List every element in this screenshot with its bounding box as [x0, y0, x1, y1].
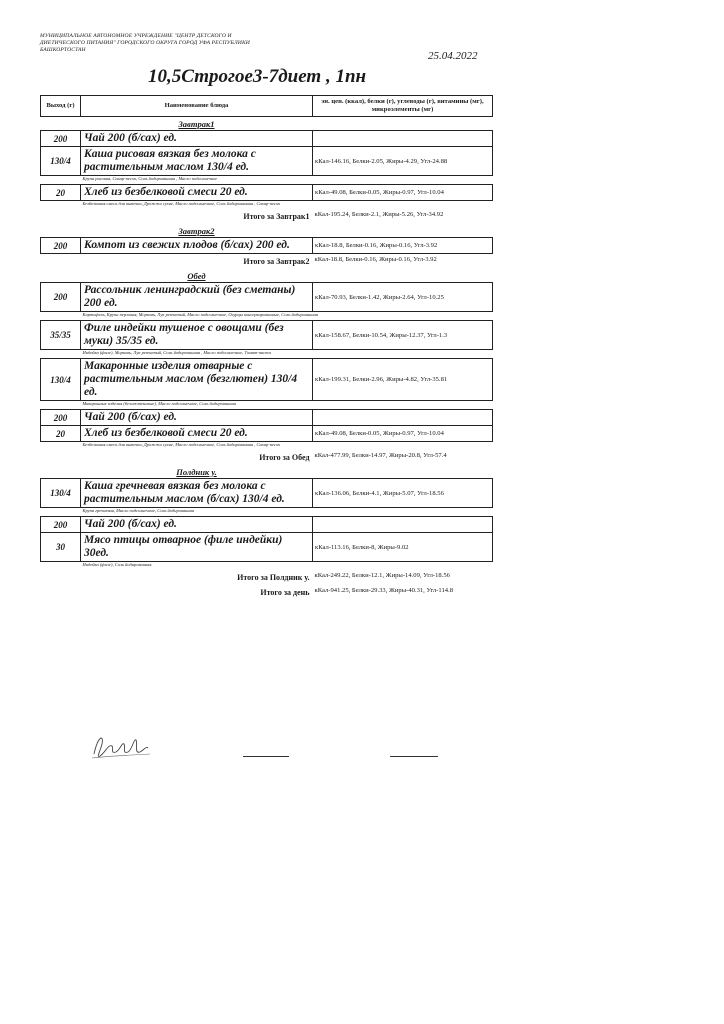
- dish-nutrition: [313, 410, 493, 426]
- dish-yield: 200: [41, 410, 81, 426]
- section-spacer: [41, 465, 81, 479]
- ingredients-spacer: [41, 442, 81, 451]
- dish-nutrition: кКал-199.31, Белки-2.96, Жиры-4.82, Угл-35.81: [313, 359, 493, 401]
- section-spacer: [313, 465, 493, 479]
- dish-ingredients: Индейка (филе), Морковь, Лук репчатый, Соль йодированная , Масло подсолнечное, Томат-паста: [82, 350, 271, 355]
- section-row: [41, 224, 493, 238]
- section-spacer: [313, 269, 493, 283]
- section-title: Обед: [187, 270, 206, 281]
- dish-ingredients: Безбелковая смесь для выпечки, Дрожжи сухие, Масло подсолнечное, Соль йодированная , Сахар-песок: [82, 201, 281, 206]
- day-total-value: кКал-941.25, Белки-29.33, Жиры-40.31, Угл-114.8: [314, 587, 454, 594]
- dish-row: [41, 517, 493, 533]
- signature: [90, 730, 152, 764]
- dish-name: Чай 200 (б/сах) ед.: [81, 517, 313, 533]
- dish-row: [41, 283, 493, 312]
- ingredients-spacer: [41, 312, 81, 321]
- section-spacer: [313, 224, 493, 238]
- section-total-value: кКал-249.22, Белки-12.1, Жиры-14.09, Угл-18.56: [314, 572, 450, 579]
- dish-yield: 35/35: [41, 321, 81, 350]
- ingredients-spacer: [41, 401, 81, 410]
- ingredients-row: [41, 401, 493, 410]
- day-total-label: Итого за день: [260, 588, 310, 597]
- ingredients-spacer: [41, 176, 81, 185]
- dish-ingredients: Картофель, Крупа перловая, Морковь, Лук репчатый, Масло подсолнечное, Огурцы консервированные, Соль йодированная: [82, 312, 318, 317]
- dish-yield: 130/4: [41, 359, 81, 401]
- dish-nutrition: кКал-18.8, Белки-0.16, Жиры-0.16, Угл-3.92: [313, 238, 493, 254]
- column-header-name: Наименование блюда: [81, 96, 313, 117]
- section-row: [41, 269, 493, 283]
- dish-yield: 20: [41, 426, 81, 442]
- section-total-row: [41, 450, 493, 465]
- dish-ingredients: Безбелковая смесь для выпечки, Дрожжи сухие, Масло подсолнечное, Соль йодированная , Сахар-песок: [82, 442, 281, 447]
- dish-name: Рассольник ленинградский (без сметаны) 200 ед.: [81, 283, 313, 312]
- section-total-label: Итого за Обед: [259, 453, 310, 462]
- table-header-row: [41, 96, 493, 117]
- document-date: 25.04.2022: [428, 50, 478, 62]
- column-header-nutrition: эн. цен. (ккал), белки (г), углеводы (г), витамины (мг), микроэлементы (мг): [313, 96, 493, 117]
- section-total-label: Итого за Полдник у.: [237, 573, 310, 582]
- dish-row: [41, 131, 493, 147]
- section-total-label: Итого за Завтрак2: [243, 257, 310, 266]
- dish-name: Филе индейки тушеное с овощами (без муки) 35/35 ед.: [81, 321, 313, 350]
- section-spacer: [313, 117, 493, 131]
- day-total-row: [41, 585, 493, 600]
- dish-nutrition: [313, 131, 493, 147]
- org-line-2: ДИЕТИЧЕСКОГО ПИТАНИЯ" ГОРОДСКОГО ОКРУГА ГОРОД УФА РЕСПУБЛИКИ: [40, 40, 250, 46]
- ingredients-row: [41, 201, 493, 210]
- menu-title: 10,5Строгое3-7диет , 1пн: [148, 66, 367, 87]
- dish-yield: 200: [41, 517, 81, 533]
- ingredients-row: [41, 562, 493, 571]
- ingredients-spacer: [41, 562, 81, 571]
- section-row: [41, 465, 493, 479]
- menu-table: [40, 95, 493, 600]
- dish-row: [41, 321, 493, 350]
- ingredients-spacer: [41, 201, 81, 210]
- dish-ingredients: Макаронные изделия (безглютеновые), Масло подсолнечное, Соль йодированная: [82, 401, 236, 406]
- dish-name: Чай 200 (б/сах) ед.: [81, 131, 313, 147]
- dish-ingredients: Крупа рисовая, Сахар-песок, Соль йодированная , Масло подсолнечное: [82, 176, 218, 181]
- dish-yield: 130/4: [41, 479, 81, 508]
- dish-nutrition: кКал-113.16, Белки-8, Жиры-9.02: [313, 533, 493, 562]
- dish-nutrition: кКал-158.67, Белки-10.54, Жиры-12.37, Угл-1.3: [313, 321, 493, 350]
- ingredients-row: [41, 312, 493, 321]
- dish-ingredients: Крупа гречневая, Масло подсолнечное, Соль йодированная: [82, 508, 194, 513]
- dish-row: [41, 185, 493, 201]
- section-total-label: Итого за Завтрак1: [243, 212, 310, 221]
- ingredients-spacer: [41, 350, 81, 359]
- section-total-row: [41, 254, 493, 270]
- organization-name: [40, 33, 340, 54]
- dish-yield: 20: [41, 185, 81, 201]
- signature-line-1: [243, 756, 289, 757]
- dish-row: [41, 533, 493, 562]
- dish-nutrition: [313, 517, 493, 533]
- ingredients-spacer: [41, 508, 81, 517]
- section-total-row: [41, 209, 493, 224]
- signature-line-2: [390, 756, 438, 757]
- org-line-1: МУНИЦИПАЛЬНОЕ АВТОНОМНОЕ УЧРЕЖДЕНИЕ "ЦЕНТР ДЕТСКОГО И: [40, 33, 232, 39]
- dish-name: Каша рисовая вязкая без молока с растительным маслом 130/4 ед.: [81, 147, 313, 176]
- dish-row: [41, 479, 493, 508]
- ingredients-row: [41, 176, 493, 185]
- org-line-3: БАШКОРТОСТАН: [40, 47, 86, 53]
- dish-name: Хлеб из безбелковой смеси 20 ед.: [81, 185, 313, 201]
- dish-nutrition: кКал-49.08, Белки-0.05, Жиры-0.97, Угл-10.04: [313, 185, 493, 201]
- section-total-value: кКал-18.8, Белки-0.16, Жиры-0.16, Угл-3.92: [314, 256, 437, 263]
- section-title: Полдник у.: [176, 466, 217, 477]
- dish-yield: 200: [41, 238, 81, 254]
- dish-name: Мясо птицы отварное (филе индейки) 30ед.: [81, 533, 313, 562]
- ingredients-row: [41, 350, 493, 359]
- section-title: Завтрак1: [178, 118, 215, 129]
- dish-yield: 130/4: [41, 147, 81, 176]
- dish-row: [41, 359, 493, 401]
- dish-nutrition: кКал-146.16, Белки-2.05, Жиры-4.29, Угл-24.88: [313, 147, 493, 176]
- dish-yield: 200: [41, 283, 81, 312]
- dish-row: [41, 410, 493, 426]
- dish-name: Каша гречневая вязкая без молока с растительным маслом (б/сах) 130/4 ед.: [81, 479, 313, 508]
- dish-nutrition: кКал-136.06, Белки-4.1, Жиры-5.07, Угл-18.56: [313, 479, 493, 508]
- section-spacer: [41, 224, 81, 238]
- dish-name: Хлеб из безбелковой смеси 20 ед.: [81, 426, 313, 442]
- section-spacer: [41, 117, 81, 131]
- section-title: Завтрак2: [178, 225, 215, 236]
- ingredients-row: [41, 442, 493, 451]
- section-total-value: кКал-477.99, Белки-14.97, Жиры-20.8, Угл-57.4: [314, 452, 447, 459]
- dish-yield: 30: [41, 533, 81, 562]
- dish-name: Компот из свежих плодов (б/сах) 200 ед.: [81, 238, 313, 254]
- section-row: [41, 117, 493, 131]
- dish-yield: 200: [41, 131, 81, 147]
- dish-nutrition: кКал-49.08, Белки-0.05, Жиры-0.97, Угл-10.04: [313, 426, 493, 442]
- dish-name: Макаронные изделия отварные с растительным маслом (безглютен) 130/4 ед.: [81, 359, 313, 401]
- dish-nutrition: кКал-70.93, Белки-1.42, Жиры-2.64, Угл-10.25: [313, 283, 493, 312]
- dish-row: [41, 426, 493, 442]
- dish-ingredients: Индейка (филе), Соль йодированная: [82, 562, 152, 567]
- dish-row: [41, 238, 493, 254]
- section-total-row: [41, 570, 493, 585]
- dish-row: [41, 147, 493, 176]
- ingredients-row: [41, 508, 493, 517]
- section-spacer: [41, 269, 81, 283]
- section-total-value: кКал-195.24, Белки-2.1, Жиры-5.26, Угл-34.92: [314, 211, 444, 218]
- column-header-yield: Выход (г): [41, 96, 81, 117]
- dish-name: Чай 200 (б/сах) ед.: [81, 410, 313, 426]
